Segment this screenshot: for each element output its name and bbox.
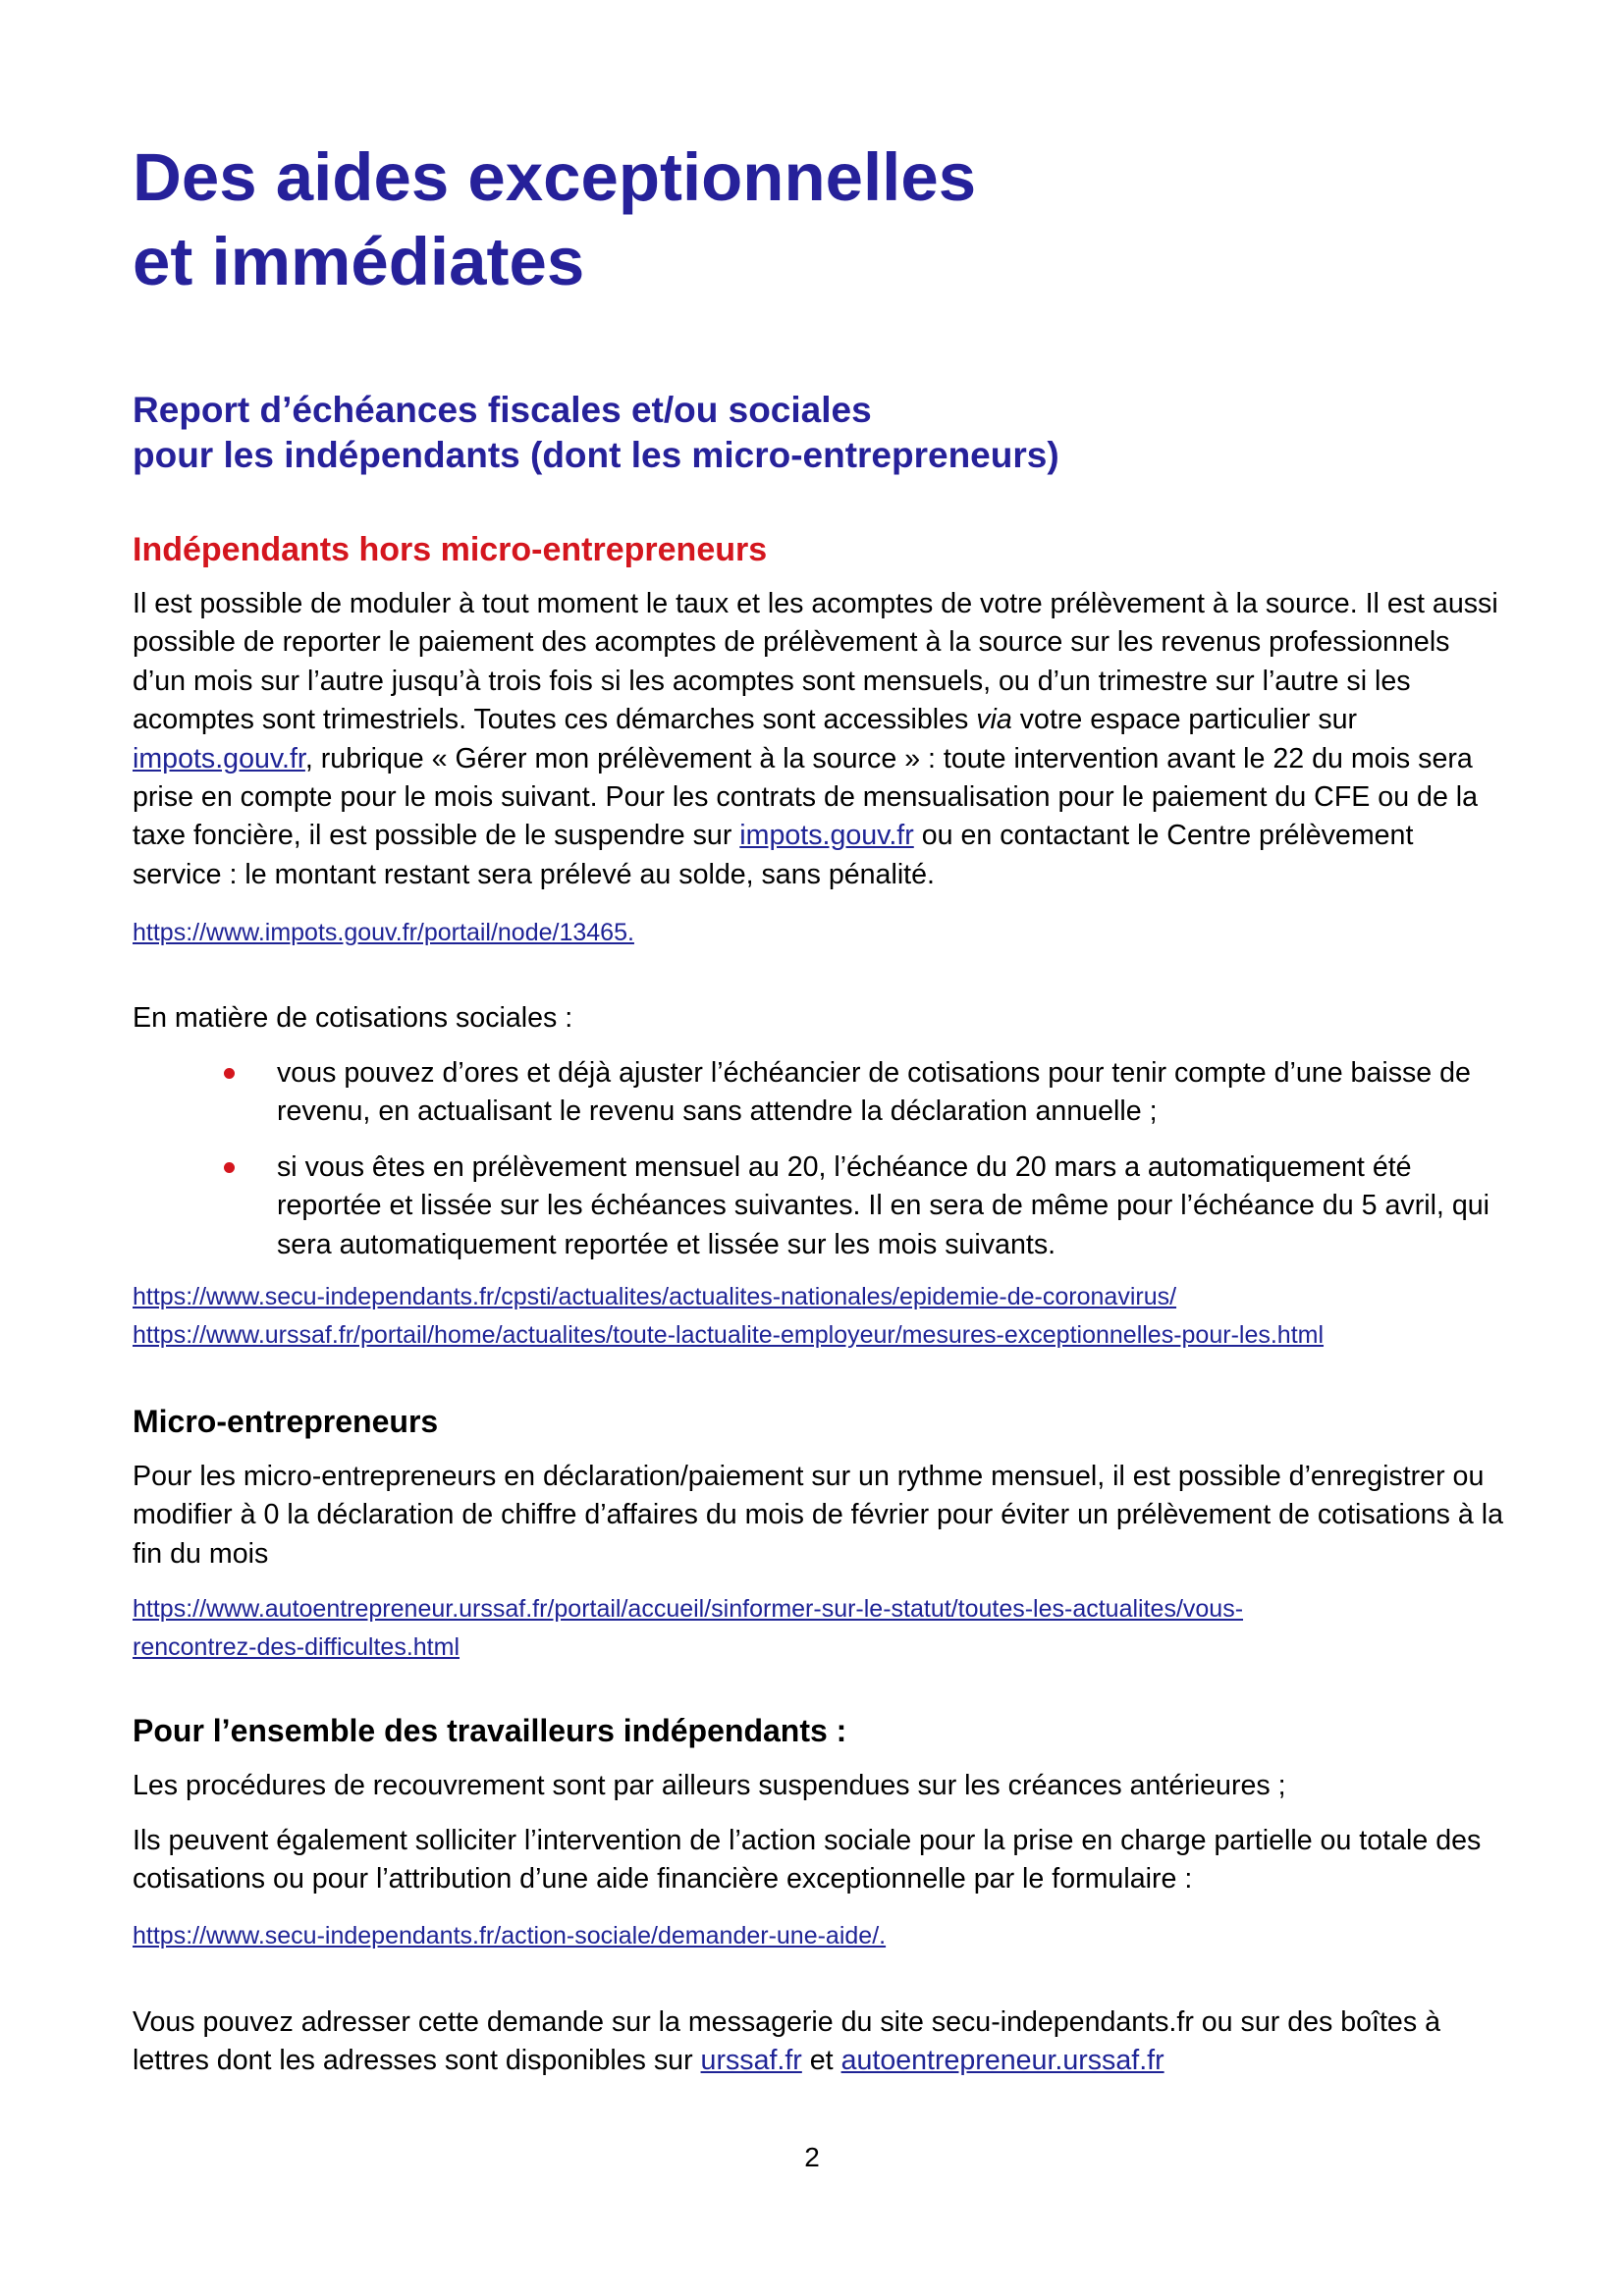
- section-heading-micro-entrepreneurs: Micro-entrepreneurs: [133, 1404, 439, 1439]
- impots-url-link[interactable]: https://www.impots.gouv.fr/portail/node/13465.: [133, 919, 634, 946]
- page-title-line-2: et immédiates: [133, 224, 585, 299]
- bullet-dot-icon: [224, 1162, 235, 1173]
- paragraph-text: , rubrique « Gérer mon prélèvement à la source » : toute intervention avant le 22 du mois sera prise en compte pour le mois suivant. Pour les contrats de mensualisation pour le paiement du CFE ou de la taxe foncière, il est possible de le suspendre sur: [133, 742, 1479, 852]
- recovery-procedures-paragraph: Les procédures de recouvrement sont par ailleurs suspendues sur les créances antérieures ;: [133, 1770, 1286, 1801]
- autoentrepreneur-url-link[interactable]: https://www.autoentrepreneur.urssaf.fr/portail/accueil/sinformer-sur-le-statut/toutes-les-actualites/vous-: [133, 1595, 1244, 1623]
- section-heading-all-independants: Pour l’ensemble des travailleurs indépendants :: [133, 1713, 847, 1748]
- section-heading-independants: Indépendants hors micro-entrepreneurs: [133, 531, 768, 568]
- urssaf-url-link[interactable]: https://www.urssaf.fr/portail/home/actualites/toute-lactualite-employeur/mesures-exceptionnelles-pour-les.html: [133, 1321, 1325, 1349]
- social-contributions-list: [224, 1054, 1520, 1281]
- list-item-text: vous pouvez d’ores et déjà ajuster l’échéancier de cotisations pour tenir compte d’une baisse de revenu, en actualisant le revenu sans attendre la déclaration annuelle ;: [277, 1057, 1471, 1128]
- page-subtitle-line-1: Report d’échéances fiscales et/ou sociales: [133, 390, 872, 430]
- list-item: [224, 1054, 1520, 1132]
- autoentrepreneur-link[interactable]: autoentrepreneur.urssaf.fr: [840, 2045, 1164, 2077]
- page-title-line-1: Des aides exceptionnelles: [133, 139, 977, 215]
- impots-link-2[interactable]: impots.gouv.fr: [739, 820, 914, 852]
- secu-independants-url-link[interactable]: https://www.secu-independants.fr/cpsti/actualites/actualites-nationales/epidemie-de-coronavirus/: [133, 1283, 1177, 1310]
- social-contributions-intro: En matière de cotisations sociales :: [133, 1002, 573, 1034]
- autoentrepreneur-url-block: [133, 1590, 1507, 1667]
- impots-link[interactable]: impots.gouv.fr: [133, 742, 305, 774]
- section-independants-paragraph: [133, 585, 1507, 894]
- page-title: [133, 135, 1507, 304]
- page-number: 2: [804, 2142, 820, 2172]
- paragraph-text: Il est possible de moduler à tout moment le taux et les acomptes de votre prélèvement à la source. Il est aussi possible de reporter le paiement des acomptes de prélèvement à la source sur les revenus professionnels d’un mois sur l’autre jusqu’à trois fois si les acomptes sont mensuels, ou d’un trimestre sur l’autre si les acomptes sont trimestriels. Toutes ces démarches sont accessibles: [133, 588, 1498, 736]
- list-item-text: si vous êtes en prélèvement mensuel au 20, l’échéance du 20 mars a automatiquement été reportée et lissée sur les échéances suivantes. Il en sera de même pour l’échéance du 5 avril, qui sera automatiquement reportée et lissée sur les mois suivants.: [277, 1150, 1489, 1260]
- paragraph-text: Vous pouvez adresser cette demande sur la messagerie du site secu-independants.fr ou sur des boîtes à lettres dont les adresses sont disponibles sur: [133, 2006, 1440, 2077]
- contact-paragraph: [133, 2003, 1507, 2081]
- list-item: [224, 1148, 1520, 1264]
- urssaf-link[interactable]: urssaf.fr: [700, 2045, 802, 2077]
- autoentrepreneur-url-link-continued[interactable]: rencontrez-des-difficultes.html: [133, 1633, 460, 1661]
- paragraph-text: ou en contactant le Centre prélèvement service : le montant restant sera prélevé au solde, sans pénalité.: [133, 820, 1414, 890]
- micro-entrepreneurs-paragraph: Pour les micro-entrepreneurs en déclaration/paiement sur un rythme mensuel, il est possible d’enregistrer ou modifier à 0 la déclaration de chiffre d’affaires du mois de février pour éviter un prélèvement de cotisations à la fin du mois: [133, 1461, 1504, 1570]
- page-subtitle-line-2: pour les indépendants (dont les micro-entrepreneurs): [133, 435, 1059, 475]
- social-action-paragraph: Ils peuvent également solliciter l’intervention de l’action sociale pour la prise en charge partielle ou totale des cotisations ou pour l’attribution d’une aide financière exceptionnelle par le formulaire :: [133, 1825, 1482, 1896]
- page-subtitle: [133, 388, 1507, 478]
- bullet-dot-icon: [224, 1068, 235, 1079]
- paragraph-italic-via: via: [976, 704, 1012, 736]
- paragraph-text: votre espace particulier sur: [1011, 704, 1358, 736]
- action-sociale-url-link[interactable]: https://www.secu-independants.fr/action-sociale/demander-une-aide/.: [133, 1922, 887, 1949]
- paragraph-text: et: [801, 2045, 841, 2077]
